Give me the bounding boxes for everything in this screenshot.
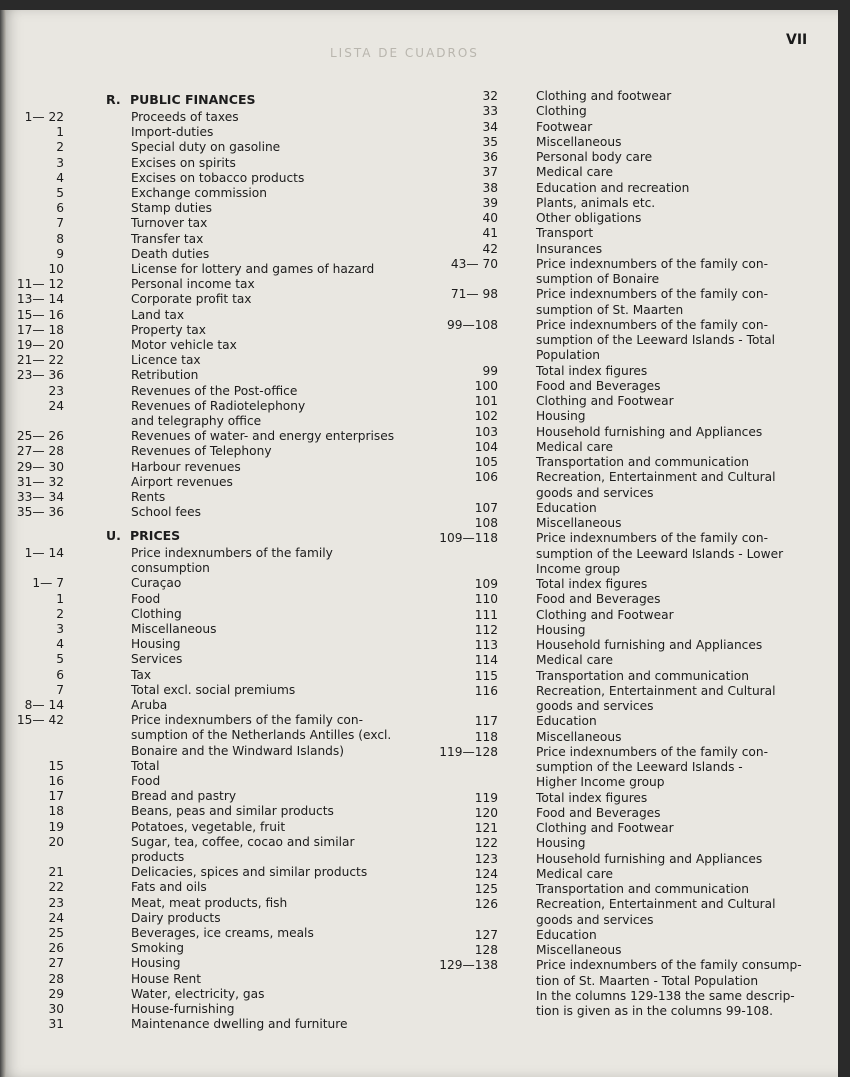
table-title: goods and services [536,699,654,713]
table-title: Turnover tax [131,216,208,231]
table-title: Income group [536,561,621,576]
table-number: 1 [56,125,64,140]
table-number: 34 [482,119,498,134]
table-number: 114 [474,653,498,668]
table-title: Property tax [131,322,206,337]
table-title: Personal body care [536,150,653,164]
table-title: Maintenance dwelling and furniture [131,1017,348,1032]
table-title: Clothing and footwear [536,89,672,103]
table-number: 40 [482,211,498,225]
table-title: Clothing and Footwear [536,821,674,835]
table-number: 124 [474,866,498,881]
table-number: 71— 98 [450,287,498,302]
table-title: Revenues of the Post-office [131,383,298,398]
table-title: Miscellaneous [536,729,622,744]
table-title: Transfer tax [131,231,204,246]
table-title: License for lottery and games of hazard [131,262,375,276]
table-title: Population [536,348,601,363]
table-title: Corporate profit tax [131,292,252,307]
table-title: Smoking [131,941,184,956]
table-number: 29— 30 [16,459,64,474]
table-title: Insurances [536,241,603,256]
table-title: Beverages, ice creams, meals [131,926,314,940]
table-number: 118 [474,729,498,744]
table-number: 109 [474,577,498,591]
table-title: sumption of the Leeward Islands - Lower [536,546,784,561]
table-title: Price indexnumbers of the family [131,546,333,560]
table-title: Other obligations [536,211,642,225]
table-number: 27 [48,956,64,971]
table-number: 3 [56,622,64,636]
table-title: goods and services [536,485,654,500]
table-number: 116 [474,683,498,698]
table-title: Medical care [536,653,613,668]
table-title: Transportation and communication [536,882,749,896]
table-number: 121 [474,821,498,835]
table-title: House Rent [131,971,201,986]
table-number: 21— 22 [16,353,64,368]
table-number: 102 [474,409,498,424]
table-number: 123 [474,851,498,866]
table-title: sumption of the Leeward Islands - Total [536,333,776,347]
table-title: Transport [536,226,594,241]
table-title: sumption of the Leeward Islands - [536,760,743,774]
table-title: Food and Beverages [536,378,661,393]
table-title: Death duties [131,246,210,261]
bleed-through-header: LISTA DE CUADROS [330,46,479,60]
table-number: 7 [56,682,64,697]
table-number: 33— 34 [16,490,64,504]
table-number: 7 [56,216,64,231]
section-title: PRICES [130,528,181,543]
table-title: Miscellaneous [536,134,622,149]
table-title: Bonaire and the Windward Islands) [131,743,345,758]
table-title: Sugar, tea, coffee, cocao and similar [131,834,355,849]
table-number: 16 [48,774,64,788]
table-title: Clothing and Footwear [536,394,674,408]
table-number: 15— 42 [16,713,64,728]
table-title: Miscellaneous [536,516,622,530]
table-title: Rents [131,490,166,504]
table-number: 32 [482,89,498,103]
table-title: Proceeds of taxes [131,110,239,124]
table-title: Bread and pastry [131,789,237,804]
table-title: Miscellaneous [536,943,622,957]
table-title: In the columns 129-138 the same descrip- [536,988,795,1003]
table-title: tion is given as in the columns 99-108. [536,1004,773,1018]
table-title: Beans, peas and similar products [131,804,334,819]
table-title: Land tax [131,307,185,322]
table-number: 24 [48,398,64,413]
table-number: 106 [474,470,498,485]
table-title: sumption of the Netherlands Antilles (excl. [131,728,392,743]
table-title: Housing [536,622,586,637]
table-title: Total [131,758,160,773]
table-title: consumption [131,561,210,576]
table-title: Total index figures [536,363,648,378]
table-title: Total index figures [536,577,648,591]
table-number: 10 [48,262,64,276]
table-title: Meat, meat products, fish [131,895,288,910]
table-title: Personal income tax [131,277,255,292]
table-title: School fees [131,505,201,520]
table-number: 126 [474,897,498,912]
table-number: 29 [48,986,64,1001]
table-title: Total index figures [536,790,648,805]
table-title: Transportation and communication [536,668,749,683]
table-title: Special duty on gasoline [131,140,281,155]
table-title: Price indexnumbers of the family con- [536,531,769,546]
table-number: 1 [56,591,64,606]
table-number: 31— 32 [16,474,64,489]
table-number: 122 [474,836,498,851]
table-title: Recreation, Entertainment and Cultural [536,683,776,698]
table-number: 35— 36 [16,505,64,520]
table-number: 6 [56,201,64,216]
table-number: 4 [56,170,64,185]
table-title: Medical care [536,165,613,180]
table-title: Revenues of Radiotelephony [131,398,306,413]
table-number: 22 [48,880,64,895]
table-title: Tax [131,667,152,682]
table-title: Household furnishing and Appliances [536,424,763,439]
table-title: Footwear [536,119,593,134]
table-number: 8 [56,231,64,246]
table-number: 5 [56,652,64,667]
table-title: Curaçao [131,576,182,591]
table-title: Price indexnumbers of the family consump- [536,958,802,973]
table-title: Housing [131,637,181,652]
table-title: goods and services [536,912,654,927]
table-title: Clothing [131,606,182,621]
table-title: Household furnishing and Appliances [536,638,763,652]
table-number: 125 [474,882,498,896]
table-title: Airport revenues [131,474,233,489]
table-number: 129—138 [439,958,498,973]
table-title: Price indexnumbers of the family con- [536,287,769,302]
table-number: 99—108 [447,317,498,332]
table-title: Housing [536,409,586,424]
table-number: 26 [48,941,64,956]
table-title: Licence tax [131,353,201,368]
table-title: Potatoes, vegetable, fruit [131,819,286,834]
table-title: tion of St. Maarten - Total Population [536,973,759,988]
table-number: 38 [482,180,498,195]
table-title: Education [536,927,597,942]
table-title: House-furnishing [131,1002,235,1016]
table-number: 41 [482,226,498,241]
table-number: 115 [474,668,498,683]
table-title: Education [536,714,597,729]
table-title: Delicacies, spices and similar products [131,865,368,880]
table-title: Total excl. social premiums [131,682,296,697]
table-number: 101 [474,394,498,408]
table-title: Education [536,500,597,515]
table-number: 119—128 [439,744,498,759]
table-number: 127 [474,927,498,942]
table-title: Revenues of water- and energy enterprises [131,429,395,444]
table-title: sumption of Bonaire [536,272,660,286]
table-title: Clothing [536,104,587,119]
table-number: 99 [482,363,498,378]
table-title: Recreation, Entertainment and Cultural [536,470,776,485]
table-number: 35 [482,134,498,149]
table-title: Food and Beverages [536,592,661,607]
table-title: Clothing and Footwear [536,607,674,622]
table-title: Housing [131,956,181,971]
table-number: 109—118 [439,531,498,546]
table-number: 8— 14 [24,698,64,712]
table-number: 17 [48,789,64,804]
table-title: Price indexnumbers of the family con- [536,256,769,271]
table-title: Motor vehicle tax [131,338,237,352]
table-title: Recreation, Entertainment and Cultural [536,897,776,912]
page-number: VII [786,32,808,48]
table-number: 11— 12 [16,277,64,292]
table-title: Medical care [536,439,613,454]
table-number: 31 [48,1017,64,1032]
table-number: 15 [48,758,64,773]
table-number: 39 [482,195,498,210]
table-title: Excises on tobacco products [131,170,305,185]
table-number: 43— 70 [450,256,498,271]
table-title: Dairy products [131,910,221,925]
table-number: 37 [482,165,498,180]
table-number: 19— 20 [16,338,64,352]
table-title: Excises on spirits [131,155,236,170]
table-number: 108 [474,516,498,530]
table-number: 36 [482,150,498,164]
table-title: Fats and oils [131,880,207,895]
table-title: Services [131,652,183,667]
table-title: Household furnishing and Appliances [536,851,763,866]
table-number: 2 [56,140,64,155]
table-number: 105 [474,455,498,469]
table-title: Miscellaneous [131,622,217,636]
table-number: 107 [474,500,498,515]
table-title: Medical care [536,866,613,881]
table-number: 1— 14 [24,546,64,560]
section-letter: R. [106,92,121,107]
table-title: Food [131,774,161,788]
table-number: 15— 16 [16,307,64,322]
table-number: 4 [56,637,64,652]
table-number: 24 [48,910,64,925]
table-number: 19 [48,819,64,834]
table-number: 120 [474,805,498,820]
table-title: sumption of St. Maarten [536,302,684,317]
table-number: 27— 28 [16,444,64,459]
table-number: 119 [474,790,498,805]
table-number: 3 [56,155,64,170]
table-title: Food [131,591,161,606]
table-number: 117 [474,714,498,729]
table-title: Water, electricity, gas [131,986,265,1001]
table-number: 13— 14 [16,292,64,307]
table-title: and telegraphy office [131,414,262,428]
table-number: 23 [48,895,64,910]
table-title: Price indexnumbers of the family con- [536,744,769,759]
table-number: 28 [48,971,64,986]
table-title: Harbour revenues [131,459,241,474]
table-title: Aruba [131,698,168,712]
table-title: Revenues of Telephony [131,444,272,459]
table-number: 1— 7 [32,576,64,591]
table-number: 113 [474,638,498,652]
table-number: 25 [48,926,64,940]
table-number: 18 [48,804,64,819]
table-number: 128 [474,943,498,957]
section-letter: U. [106,528,121,543]
table-number: 21 [48,865,64,880]
table-number: 42 [482,241,498,256]
table-title: Higher Income group [536,775,665,790]
table-number: 17— 18 [16,322,64,337]
table-title: Stamp duties [131,201,212,216]
table-number: 5 [56,186,64,200]
table-number: 103 [474,424,498,439]
table-number: 33 [482,104,498,119]
table-title: Exchange commission [131,186,267,200]
table-title: products [131,850,185,864]
table-number: 6 [56,667,64,682]
table-number: 110 [474,592,498,607]
table-title: Price indexnumbers of the family con- [536,317,769,332]
table-number: 2 [56,606,64,621]
table-number: 9 [56,246,64,261]
table-title: Food and Beverages [536,805,661,820]
document-page [0,10,838,1077]
table-number: 1— 22 [24,110,64,124]
table-number: 23— 36 [16,368,64,383]
table-title: Education and recreation [536,180,690,195]
table-number: 104 [474,439,498,454]
table-number: 20 [48,834,64,849]
table-number: 112 [474,622,498,637]
table-title: Transportation and communication [536,455,749,469]
section-title: PUBLIC FINANCES [130,92,256,107]
table-number: 111 [474,607,498,622]
table-number: 23 [48,383,64,398]
table-title: Plants, animals etc. [536,195,656,210]
table-title: Retribution [131,368,199,383]
table-title: Housing [536,836,586,851]
table-title: Import-duties [131,125,214,140]
table-number: 25— 26 [16,429,64,444]
table-number: 100 [474,378,498,393]
table-title: Price indexnumbers of the family con- [131,713,364,728]
table-number: 30 [48,1002,64,1016]
